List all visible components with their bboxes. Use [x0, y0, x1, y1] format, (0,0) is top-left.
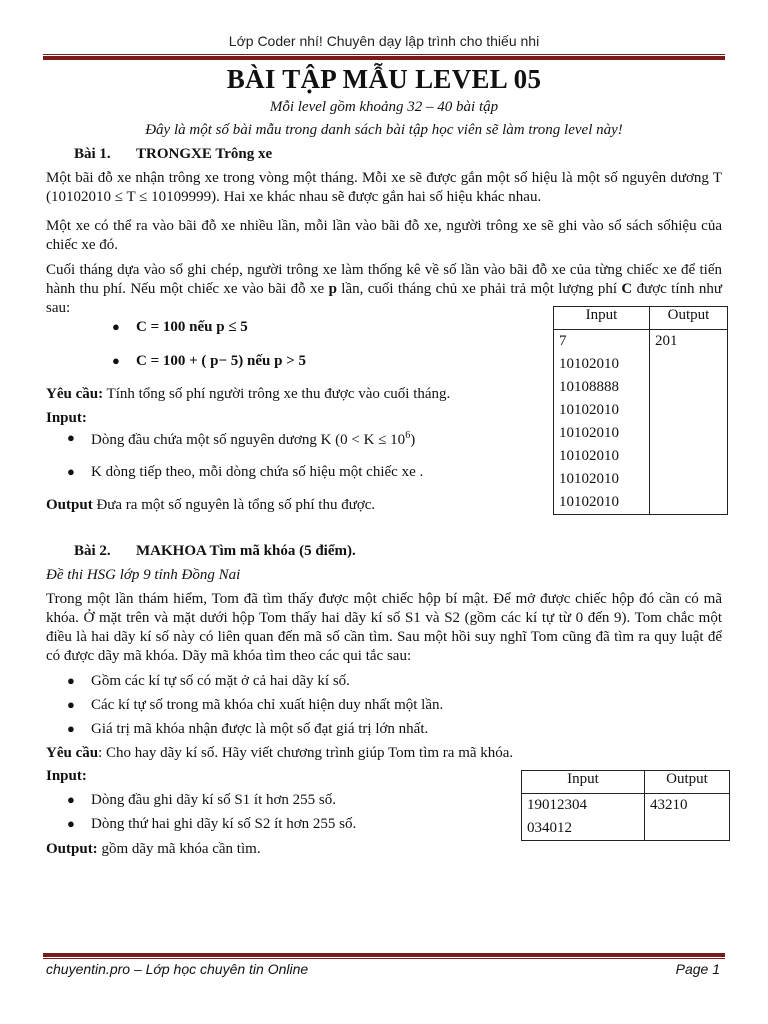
bai1-table-input-cell [554, 330, 650, 515]
table-line: 19012304 [527, 797, 587, 813]
table-line: 10102010 [559, 448, 619, 464]
footer-site: chuyentin.pro – Lớp học chuyên tin Online [46, 961, 309, 977]
bai2-rule-3-text: Giá trị mã khóa nhận được là một số đạt giá trị lớn nhất. [91, 721, 429, 737]
bai2-rule-2 [67, 697, 444, 714]
bai2-req-label: Yêu cầu [46, 745, 99, 761]
table-line: 034012 [527, 820, 572, 836]
bai1-p3-var-c: C [621, 281, 633, 297]
bullet-icon: ● [112, 353, 120, 368]
bai2-table-input-cell [522, 794, 645, 841]
bai1-req-label: Yêu cầu: [46, 386, 104, 402]
bullet-icon: ● [67, 430, 75, 445]
bai1-io-table [553, 306, 728, 515]
table-line: 43210 [650, 797, 688, 813]
footer-rule-thin [43, 958, 725, 959]
bullet-icon: ● [67, 673, 75, 688]
bai1-heading [74, 146, 272, 163]
bullet-icon: ● [112, 319, 120, 334]
bullet-icon: ● [67, 792, 75, 807]
bai2-output-text: gồm dãy mã khóa cần tìm. [97, 841, 261, 857]
footer-page-number: Page 1 [675, 961, 720, 977]
subtitle-count: Mỗi level gồm khoảng 32 – 40 bài tập [269, 99, 499, 115]
bai2-input-label: Input: [46, 768, 87, 784]
bai2-req-text: : Cho hay dãy kí số. Hãy viết chương trình giúp Tom tìm ra mã khóa. [98, 745, 514, 761]
bai2-rule-2-text: Các kí tự số trong mã khóa chỉ xuất hiện duy nhất một lần. [91, 697, 444, 713]
table-line: 10108888 [559, 379, 619, 395]
bai2-input-1-text: Dòng đầu ghi dãy kí số S1 ít hơn 255 số. [91, 792, 337, 808]
bai2-output [46, 840, 446, 859]
table-line: 10102010 [559, 402, 619, 418]
bai1-rule-1 [112, 319, 248, 336]
bai1-req-text: Tính tổng số phí người trông xe thu được vào cuối tháng. [103, 386, 451, 402]
bullet-icon: ● [67, 697, 75, 712]
bai1-paragraph-1: Một bãi đỗ xe nhận trông xe trong vòng một tháng. Mỗi xe sẽ được gắn một số hiệu là một số nguyên dương T (10102010 ≤ T ≤ 10109999). Hai xe khác nhau sẽ được gắn hai số hiệu khác nhau. [46, 170, 722, 205]
header-text: Lớp Coder nhí! Chuyên dạy lập trình cho thiếu nhi [228, 33, 540, 49]
table-line: 10102010 [559, 494, 619, 510]
bai2-io-table [521, 770, 730, 841]
bai1-input-item-2 [67, 464, 424, 481]
bai1-p3-text-2: lần, cuối tháng chủ xe phải trả một lượng phí [336, 281, 622, 297]
subtitle-description: Đây là một số bài mẫu trong danh sách bài tập học viên sẽ làm trong level này! [145, 122, 623, 138]
bai1-input-1-text-end: ) [410, 432, 416, 448]
bai1-rule-2-text: C = 100 + ( p− 5) nếu p > 5 [136, 353, 307, 369]
bai2-rule-1-text: Gồm các kí tự số có mặt ở cả hai dãy kí số. [91, 673, 350, 689]
bai1-p3-var-p: p [328, 281, 337, 297]
bullet-icon: ● [67, 721, 75, 736]
bai1-requirement [46, 385, 546, 404]
bai2-paragraph-1: Trong một lần thám hiểm, Tom đã tìm thấy được một chiếc hộp bí mật. Để mở được chiếc hộp đó cần có mã khóa. Ở mặt trên và mặt dưới hộp Tom thấy hai dãy kí số S1 và S2 (gồm các kí tự từ 0 đến 9). Tom chắc một điều là hai dãy kí số này có liên quan đến mã số cần tìm. Sau một hồi suy nghĩ Tom cũng đã tìm ra quy luật để có được dãy mã khóa. Dãy mã khóa tìm theo các qui tắc sau: [46, 591, 722, 664]
bai2-rule-3 [67, 721, 429, 738]
footer-rule-thick [43, 953, 725, 957]
header-rule-thin [43, 54, 725, 55]
table-line: 10102010 [559, 425, 619, 441]
bai1-input-1-text: Dòng đầu chứa một số nguyên dương K (0 < K ≤ 10 [91, 432, 406, 448]
bai1-paragraph-2: Một xe có thể ra vào bãi đỗ xe nhiều lần, mỗi lần vào bãi đỗ xe, người trông xe sẽ ghi vào sổ sách sốhiệu của chiếc xe đó. [46, 218, 722, 253]
bai1-title: TRONGXE Trông xe [136, 146, 273, 162]
bai1-table-output-cell [650, 330, 728, 515]
bai1-p3-text: Cuối tháng dựa vào sổ ghi chép, người trông xe làm thống kê về số lần vào bãi đỗ xe của từng chiếc xe để tiến hành thu phí. Nếu một chiếc xe vào bãi đỗ xe [46, 262, 722, 297]
header-rule-thick [43, 56, 725, 60]
bai2-rule-1 [67, 673, 350, 690]
bai1-number: Bài 1. [74, 146, 111, 162]
page-title: BÀI TẬP MẪU LEVEL 05 [226, 64, 542, 94]
bai2-number: Bài 2. [74, 543, 111, 559]
table-line: 7 [559, 333, 567, 349]
bullet-icon: ● [67, 464, 75, 479]
bai1-input-2-text: K dòng tiếp theo, mỗi dòng chứa số hiệu một chiếc xe . [91, 464, 424, 480]
bai1-input-1-sup: 6 [405, 430, 411, 441]
bai2-input-item-1 [67, 792, 337, 809]
bai1-input-label: Input: [46, 410, 87, 426]
bai2-table-header-output: Output [645, 771, 730, 794]
bai2-output-label: Output: [46, 841, 98, 857]
bai2-input-2-text: Dòng thứ hai ghi dãy kí số S2 ít hơn 255 số. [91, 816, 357, 832]
bai2-heading [74, 543, 356, 560]
bai2-table-output-cell [645, 794, 730, 841]
table-line: 10102010 [559, 471, 619, 487]
bai1-table-header-input: Input [554, 307, 650, 330]
bai1-input-item-1 [67, 430, 416, 449]
bai2-input-item-2 [67, 816, 357, 833]
bai1-output-label: Output [46, 497, 93, 513]
table-line: 10102010 [559, 356, 619, 372]
bai2-title: MAKHOA Tìm mã khóa (5 điểm). [136, 543, 356, 559]
bullet-icon: ● [67, 816, 75, 831]
table-line: 201 [655, 333, 678, 349]
bai1-output [46, 496, 546, 515]
bai2-source: Đề thi HSG lớp 9 tỉnh Đồng Nai [46, 567, 241, 583]
bai1-rule-1-text: C = 100 nếu p ≤ 5 [136, 319, 248, 335]
bai1-rule-2 [112, 353, 307, 370]
bai1-p3-text-3: được tính như sau: [46, 281, 723, 316]
bai2-requirement [46, 744, 722, 763]
bai2-table-header-input: Input [522, 771, 645, 794]
bai1-table-header-output: Output [650, 307, 728, 330]
bai1-output-text: Đưa ra một số nguyên là tổng số phí thu được. [92, 497, 376, 513]
